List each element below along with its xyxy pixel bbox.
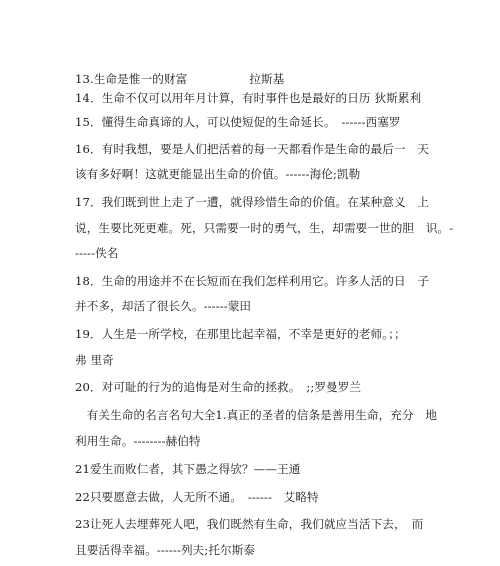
- quote-13: [75, 72, 284, 86]
- quote-14: 14．生命不仅可以用年月计算，有时事件也是最好的日历 狄斯累利: [75, 91, 422, 105]
- quote-16-line-2: 该有多好啊！这就更能显出生命的价值。------海伦;凯勒: [75, 167, 361, 181]
- quote-23-line-2: 且要活得幸福。------列夫;托尔斯泰: [75, 543, 256, 557]
- quote-17-line-1: 17．我们既到世上走了一遭，就得珍惜生命的价值。在某种意义 上: [75, 195, 430, 209]
- quote-15: 15．懂得生命真谛的人，可以使短促的生命延长。 ------西塞罗: [75, 115, 401, 129]
- quote-16-line-1: 16．有时我想，要是人们把活着的每一天都看作是生命的最后一 天: [75, 142, 430, 156]
- quote-17-line-2: 说，生要比死更难。死，只需要一时的勇气，生，却需要一世的胆 识。-: [75, 221, 454, 235]
- quote-18-line-1: 18．生命的用途并不在长短而在我们怎样利用它。许多人活的日 子: [75, 274, 430, 288]
- quote-13-text: 13.生命是惟一的财富: [75, 72, 188, 86]
- quote-17-line-3: -----佚名: [75, 246, 119, 260]
- section-intro-line-2: 利用生命。--------赫伯特: [75, 434, 201, 448]
- quote-20: 20．对可耻的行为的追悔是对生命的拯救。 ;;罗曼罗兰: [75, 380, 362, 394]
- section-intro-line-1: 有关生命的名言名句大全1.真正的圣者的信条是善用生命，充分 地: [75, 408, 438, 422]
- quote-19-line-2: 弗 里奇: [75, 353, 114, 367]
- quote-13-author: 拉斯基: [249, 72, 285, 86]
- quote-23-line-1: 23让死人去埋葬死人吧，我们既然有生命，我们就应当活下去， 而: [75, 517, 424, 531]
- quote-18-line-2: 并不多，却活了很长久。------蒙田: [75, 299, 252, 313]
- quote-19-line-1: 19．人生是一所学校，在那里比起幸福，不幸是更好的老师。；；: [75, 327, 406, 341]
- quote-21: 21爱生而败仁者，其下愚之得欤？——王通: [75, 462, 301, 476]
- quote-22: 22只要愿意去做，人无所不通。 ------ 艾略特: [75, 490, 319, 504]
